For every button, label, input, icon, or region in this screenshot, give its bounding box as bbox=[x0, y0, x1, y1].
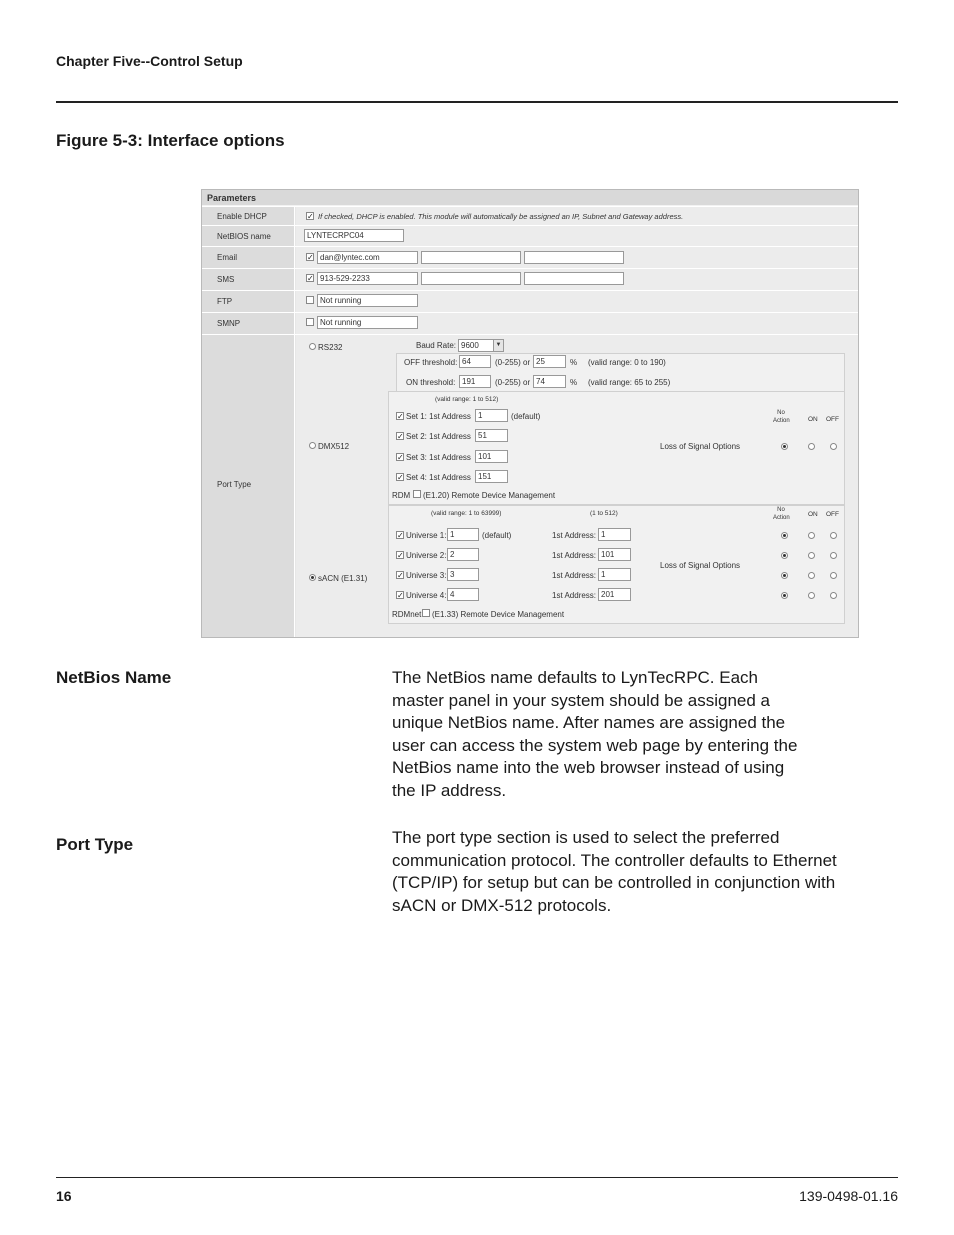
rs232-label: RS232 bbox=[318, 343, 343, 352]
page-number: 16 bbox=[56, 1188, 72, 1204]
off-range-text: (0-255) or bbox=[495, 358, 531, 367]
port-type-section-text: The port type section is used to select the preferred communication protocol. The controller defaults to Ethernet (TCP/IP) for setup but can be controlled in conjunction with sACN or DMX-512 protocols. bbox=[392, 828, 837, 915]
document-number: 139-0498-01.16 bbox=[799, 1188, 898, 1204]
on-valid-range: (valid range: 65 to 255) bbox=[588, 378, 671, 387]
netbios-row bbox=[202, 225, 858, 246]
dmx-set-3-label: Set 3: 1st Address bbox=[406, 453, 471, 462]
email-checkbox[interactable]: ✓ bbox=[307, 253, 314, 262]
sacn-box bbox=[388, 505, 845, 624]
sacn-col-no-action: No Action bbox=[773, 507, 790, 521]
ftp-row bbox=[202, 290, 858, 312]
dmx-col-no-action: No Action bbox=[773, 410, 790, 424]
dmx-set-1-input[interactable]: 1 bbox=[475, 409, 508, 422]
sacn-col-on: ON bbox=[808, 511, 818, 518]
email-input-3[interactable] bbox=[524, 251, 624, 264]
sms-input-2[interactable] bbox=[421, 272, 521, 285]
on-percent-input[interactable]: 74 bbox=[533, 375, 566, 388]
off-valid-range: (valid range: 0 to 190) bbox=[588, 358, 666, 367]
sacn-universe-1-default: (default) bbox=[482, 531, 512, 540]
email-input-2[interactable] bbox=[421, 251, 521, 264]
dmx512-radio[interactable] bbox=[309, 442, 316, 449]
dmx-set-4-input[interactable]: 151 bbox=[475, 470, 508, 483]
netbios-input[interactable]: LYNTECRPC04 bbox=[304, 229, 404, 242]
sacn-universe-1-label: Universe 1: bbox=[406, 531, 447, 540]
sacn-addr-2-label: 1st Address: bbox=[552, 551, 597, 560]
sacn-u2-off-radio[interactable] bbox=[830, 552, 837, 559]
sacn-universe-3-input[interactable]: 3 bbox=[447, 568, 479, 581]
sacn-universe-4-label: Universe 4: bbox=[406, 591, 447, 600]
sacn-universe-1-input[interactable]: 1 bbox=[447, 528, 479, 541]
off-percent-input[interactable]: 25 bbox=[533, 355, 566, 368]
header-rule bbox=[56, 101, 898, 103]
smnp-checkbox[interactable] bbox=[306, 318, 314, 326]
sacn-addr-3-input[interactable]: 1 bbox=[598, 568, 631, 581]
interface-options-screenshot bbox=[201, 189, 859, 638]
dmx-set-4-label: Set 4: 1st Address bbox=[406, 473, 471, 482]
smnp-label: SMNP bbox=[217, 319, 241, 328]
dmx-loss-on-radio[interactable] bbox=[808, 443, 815, 450]
sacn-u3-no-action-radio[interactable] bbox=[781, 572, 788, 579]
dmx-loss-off-radio[interactable] bbox=[830, 443, 837, 450]
netbios-section-title: NetBios Name bbox=[56, 668, 172, 687]
sacn-addr-4-label: 1st Address: bbox=[552, 591, 597, 600]
sacn-universe-2-input[interactable]: 2 bbox=[447, 548, 479, 561]
sacn-addr-4-input[interactable]: 201 bbox=[598, 588, 631, 601]
dmx-set-2-label: Set 2: 1st Address bbox=[406, 432, 471, 441]
dmx-set-1-default: (default) bbox=[511, 412, 541, 421]
on-range-text: (0-255) or bbox=[495, 378, 531, 387]
sacn-radio[interactable] bbox=[309, 574, 316, 581]
baud-select[interactable]: 9600 ▼ bbox=[458, 339, 504, 352]
sacn-u4-off-radio[interactable] bbox=[830, 592, 837, 599]
dmx-set-2-checkbox[interactable]: ✓ bbox=[397, 432, 404, 441]
sacn-universe-1-checkbox[interactable]: ✓ bbox=[397, 531, 404, 540]
sacn-universe-3-checkbox[interactable]: ✓ bbox=[397, 571, 404, 580]
dhcp-label: Enable DHCP bbox=[217, 212, 267, 221]
chapter-header: Chapter Five--Control Setup bbox=[56, 53, 243, 69]
on-percent-unit: % bbox=[570, 378, 578, 387]
sacn-universe-2-checkbox[interactable]: ✓ bbox=[397, 551, 404, 560]
sms-input-1[interactable]: 913-529-2233 bbox=[317, 272, 418, 285]
sacn-col-off: OFF bbox=[826, 511, 839, 518]
rdmnet-checkbox[interactable] bbox=[422, 609, 430, 617]
dmx-loss-no-action-radio[interactable] bbox=[781, 443, 788, 450]
sacn-u4-on-radio[interactable] bbox=[808, 592, 815, 599]
dmx-set-1-checkbox[interactable]: ✓ bbox=[397, 412, 404, 421]
sacn-addr-2-input[interactable]: 101 bbox=[598, 548, 631, 561]
sacn-loss-label: Loss of Signal Options bbox=[660, 561, 741, 570]
sacn-u1-no-action-radio[interactable] bbox=[781, 532, 788, 539]
dmx512-label: DMX512 bbox=[318, 442, 350, 451]
smnp-status: Not running bbox=[317, 316, 418, 329]
sacn-universe-4-input[interactable]: 4 bbox=[447, 588, 479, 601]
email-input-1[interactable]: dan@lyntec.com bbox=[317, 251, 418, 264]
ftp-status: Not running bbox=[317, 294, 418, 307]
ftp-checkbox[interactable] bbox=[306, 296, 314, 304]
sacn-universe-3-label: Universe 3: bbox=[406, 571, 447, 580]
on-threshold-label: ON threshold: bbox=[406, 378, 456, 387]
dhcp-note: If checked, DHCP is enabled. This module will automatically be assigned an IP, Subnet and Gateway address. bbox=[318, 212, 684, 221]
dmx-loss-label: Loss of Signal Options bbox=[660, 442, 741, 451]
sacn-u1-on-radio[interactable] bbox=[808, 532, 815, 539]
sms-checkbox[interactable]: ✓ bbox=[307, 274, 314, 283]
sacn-addr-1-input[interactable]: 1 bbox=[598, 528, 631, 541]
off-percent-unit: % bbox=[570, 358, 578, 367]
sacn-addr-1-label: 1st Address: bbox=[552, 531, 597, 540]
sacn-u2-no-action-radio[interactable] bbox=[781, 552, 788, 559]
sacn-u3-off-radio[interactable] bbox=[830, 572, 837, 579]
baud-label: Baud Rate: bbox=[416, 341, 457, 350]
rdm-checkbox[interactable] bbox=[413, 490, 421, 498]
sms-row bbox=[202, 268, 858, 290]
off-threshold-label: OFF threshold: bbox=[404, 358, 458, 367]
dmx-col-on: ON bbox=[808, 416, 818, 423]
dmx-set-2-input[interactable]: 51 bbox=[475, 429, 508, 442]
dmx-range-note: (valid range: 1 to 512) bbox=[435, 396, 499, 403]
sacn-label: sACN (E1.31) bbox=[318, 574, 368, 583]
ftp-label: FTP bbox=[217, 297, 233, 306]
smnp-row bbox=[202, 312, 858, 334]
rdmnet-label: RDMnet bbox=[392, 610, 422, 619]
rdmnet-text: (E1.33) Remote Device Management bbox=[432, 610, 565, 619]
port-type-section-title: Port Type bbox=[56, 835, 134, 854]
port-type-label: Port Type bbox=[217, 480, 252, 489]
chevron-down-icon: ▼ bbox=[493, 340, 503, 351]
dhcp-row bbox=[202, 206, 858, 225]
sacn-addr-3-label: 1st Address: bbox=[552, 571, 597, 580]
sacn-universe-4-checkbox[interactable]: ✓ bbox=[397, 591, 404, 600]
sacn-u1-off-radio[interactable] bbox=[830, 532, 837, 539]
dmx-set-3-checkbox[interactable]: ✓ bbox=[397, 453, 404, 462]
figure-caption: Figure 5-3: Interface options bbox=[56, 131, 285, 150]
sacn-u3-on-radio[interactable] bbox=[808, 572, 815, 579]
rs232-threshold-box bbox=[396, 353, 845, 393]
on-threshold-input[interactable]: 191 bbox=[459, 375, 491, 388]
dmx-set-4-checkbox[interactable]: ✓ bbox=[397, 473, 404, 482]
dmx512-box bbox=[388, 391, 845, 505]
off-threshold-input[interactable]: 64 bbox=[459, 355, 491, 368]
dmx-col-off: OFF bbox=[826, 416, 839, 423]
sacn-range-note: (valid range: 1 to 63999) bbox=[431, 510, 502, 517]
netbios-section-text: The NetBios name defaults to LynTecRPC. Each master panel in your system should be assigned a unique NetBios name. After names are assigned the user can access the system web page by entering the NetBios name into the web browser instead of using the IP address. bbox=[392, 668, 798, 800]
email-row bbox=[202, 246, 858, 268]
sacn-range-note-2: (1 to 512) bbox=[590, 510, 618, 517]
sacn-universe-2-label: Universe 2: bbox=[406, 551, 447, 560]
email-label: Email bbox=[217, 253, 238, 262]
rdm-label: RDM bbox=[392, 491, 411, 500]
port-type-row bbox=[202, 334, 858, 638]
sacn-u2-on-radio[interactable] bbox=[808, 552, 815, 559]
rdm-text: (E1.20) Remote Device Management bbox=[423, 491, 556, 500]
sms-input-3[interactable] bbox=[524, 272, 624, 285]
footer-rule bbox=[56, 1177, 898, 1178]
rs232-radio[interactable] bbox=[309, 343, 316, 350]
sacn-u4-no-action-radio[interactable] bbox=[781, 592, 788, 599]
dmx-set-1-label: Set 1: 1st Address bbox=[406, 412, 471, 421]
dhcp-checkbox[interactable]: ✓ bbox=[307, 212, 314, 221]
parameters-title: Parameters bbox=[202, 190, 858, 205]
dmx-set-3-input[interactable]: 101 bbox=[475, 450, 508, 463]
sms-label: SMS bbox=[217, 275, 235, 284]
netbios-label: NetBIOS name bbox=[217, 232, 271, 241]
